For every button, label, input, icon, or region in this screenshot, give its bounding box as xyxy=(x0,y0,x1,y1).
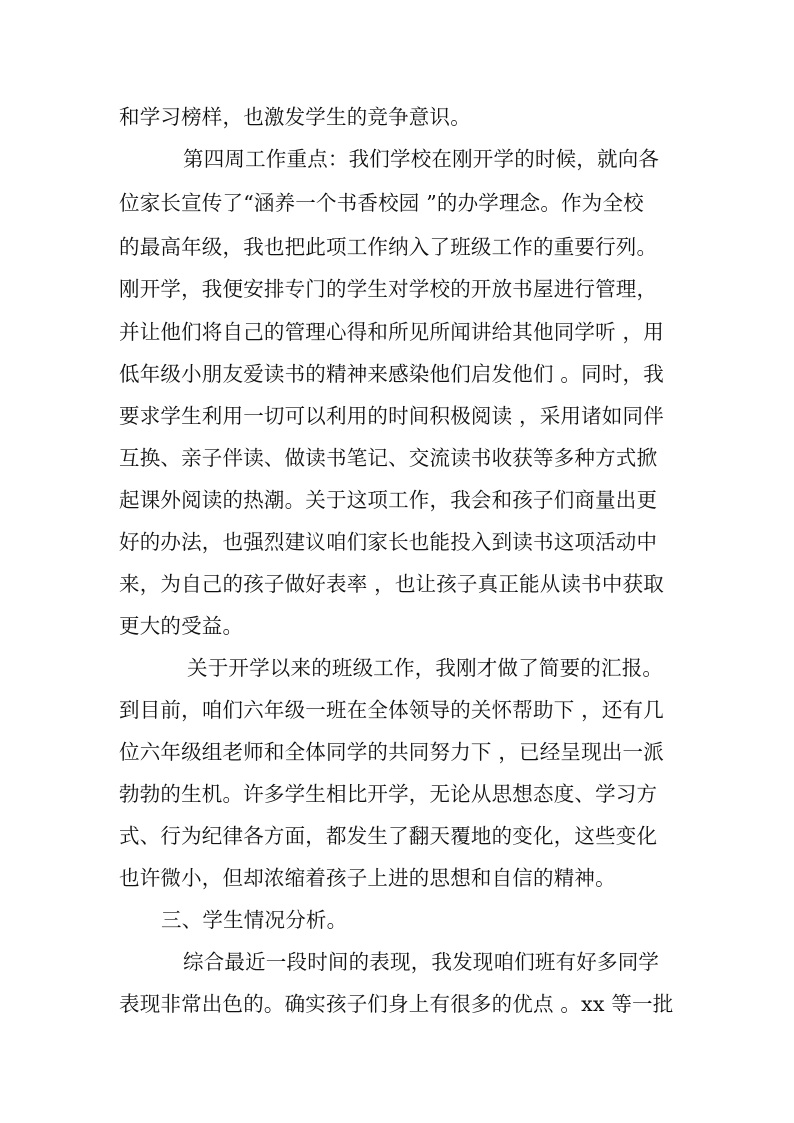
paragraph-first-line: 第四周工作重点：我们学校在刚开学的时候，就向各 xyxy=(183,147,660,171)
text-line: 和学习榜样，也激发学生的竞争意识。 xyxy=(119,105,471,129)
text-line: 来，为自己的孩子做好表率 ，也让孩子真正能从读书中获取 xyxy=(119,572,664,596)
text-line: 位家长宣传了“涵养一个书香校园 ”的办学理念。作为全校 xyxy=(119,191,644,215)
text-line: 起课外阅读的热潮。关于这项工作，我会和孩子们商量出更 xyxy=(119,488,658,512)
text-line: 好的办法，也强烈建议咱们家长也能投入到读书这项活动中 xyxy=(119,530,658,554)
section-heading: 三、学生情况分析。 xyxy=(161,908,348,932)
paragraph-first-line: 关于开学以来的班级工作，我刚才做了简要的汇报。 xyxy=(187,656,664,680)
text-line: 勃勃的生机。许多学生相比开学，无论从思想态度、学习方 xyxy=(119,782,658,806)
text-line: 刚开学，我便安排专门的学生对学校的开放书屋进行管理， xyxy=(119,277,658,301)
text-line: 的最高年级，我也把此项工作纳入了班级工作的重要行列。 xyxy=(119,235,658,259)
text-line: 互换、亲子伴读、做读书笔记、交流读书收获等多种方式掀 xyxy=(119,446,658,470)
text-line: 更大的受益。 xyxy=(119,614,244,638)
text-line: 式、行为纪律各方面，都发生了翻天覆地的变化，这些变化 xyxy=(119,824,658,848)
text-line: 低年级小朋友爱读书的精神来感染他们启发他们 。同时，我 xyxy=(119,362,664,386)
text-line: 到目前，咱们六年级一班在全体领导的关怀帮助下 ，还有几 xyxy=(119,698,664,722)
text-line: 并让他们将自己的管理心得和所见所闻讲给其他同学听 ，用 xyxy=(119,320,664,344)
text-line: 要求学生利用一切可以利用的时间积极阅读 ，采用诸如同伴 xyxy=(119,404,664,428)
paragraph-first-line: 综合最近一段时间的表现，我发现咱们班有好多同学 xyxy=(183,950,660,974)
text-line: 表现非常出色的。确实孩子们身上有很多的优点 。xx 等一批 xyxy=(119,992,674,1016)
text-line: 也许微小，但却浓缩着孩子上进的思想和自信的精神。 xyxy=(119,866,616,890)
text-line: 位六年级组老师和全体同学的共同努力下 ，已经呈现出一派 xyxy=(119,740,664,764)
